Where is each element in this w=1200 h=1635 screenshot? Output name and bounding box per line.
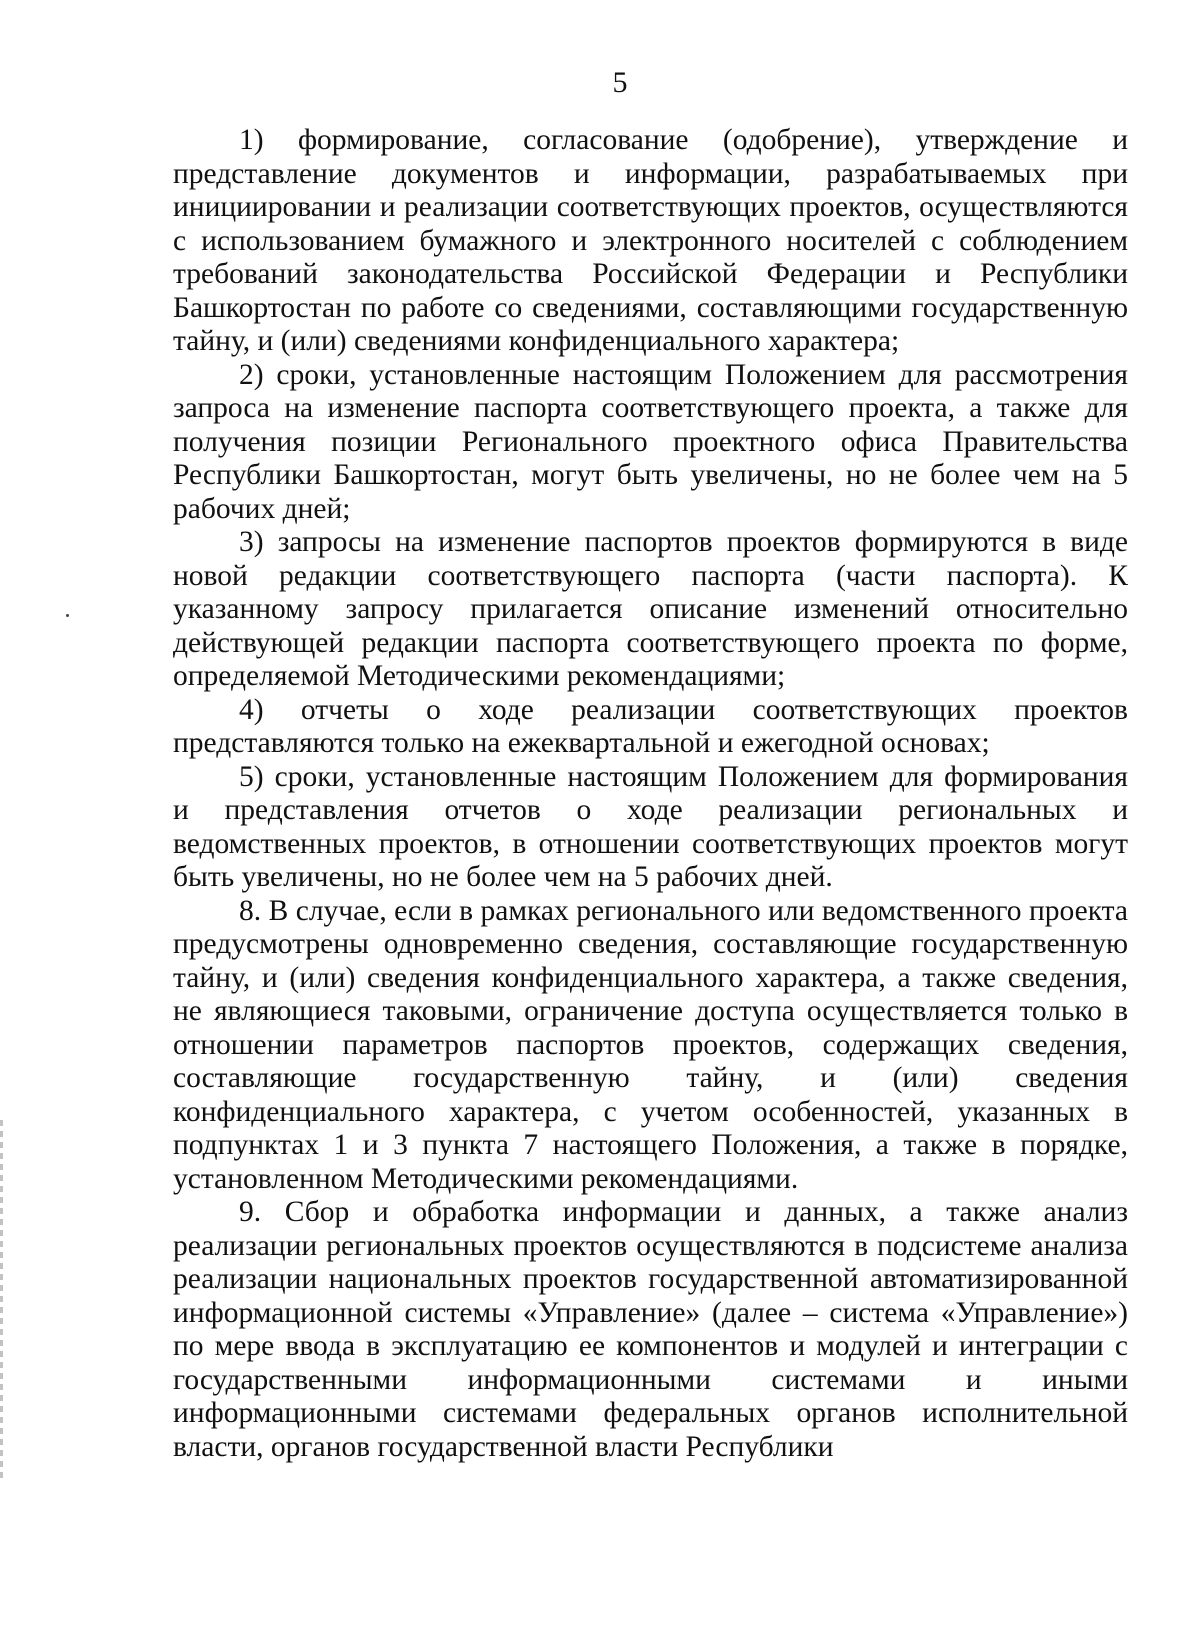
paragraph-subitem-1: 1) формирование, согласование (одобрение), утверждение и представление документов и информации, разрабатываемых при инициировании и реализации соответствующих проектов, осуществляются с использованием бумажного и электронного носителей с соблюдением требований законодательства Российской Федерации и Республики Башкортостан по работе со сведениями, составляющими государственную тайну, и (или) сведениями конфиденциального характера; (173, 124, 1128, 357)
scan-speck (66, 614, 69, 617)
paragraph-subitem-4: 4) отчеты о ходе реализации соответствующих проектов представляются только на ежеквартальной и ежегодной основах; (173, 693, 1128, 759)
document-body (173, 124, 1128, 1464)
paragraph-subitem-3: 3) запросы на изменение паспортов проектов формируются в виде новой редакции соответствующего паспорта (части паспорта). К указанному запросу прилагается описание изменений относительно действующей редакции паспорта соответствующего проекта по форме, определяемой Методическими рекомендациями; (173, 526, 1128, 692)
paragraph-subitem-5: 5) сроки, установленные настоящим Положением для формирования и представления отчетов о ходе реализации региональных и ведомственных проектов, в отношении соответствующих проектов могут быть увеличены, но не более чем на 5 рабочих дней. (173, 760, 1128, 893)
paragraph-subitem-2: 2) сроки, установленные настоящим Положением для рассмотрения запроса на изменение паспорта соответствующего проекта, а также для получения позиции Регионального проектного офиса Правительства Республики Башкортостан, могут быть увеличены, но не более чем на 5 рабочих дней; (173, 358, 1128, 525)
paragraph-clause-9: 9. Сбор и обработка информации и данных, а также анализ реализации региональных проектов осуществляются в подсистеме анализа реализации национальных проектов государственной автоматизированной информационной системы «Управление» (далее – система «Управление») по мере ввода в эксплуатацию ее компонентов и модулей и интеграции с государственными информационными системами и иными информационными системами федеральных органов исполнительной власти, органов государственной власти Республики (173, 1196, 1128, 1463)
paragraph-clause-8: 8. В случае, если в рамках регионального или ведомственного проекта предусмотрены одновременно сведения, составляющие государственную тайну, и (или) сведения конфиденциального характера, а также сведения, не являющиеся таковыми, ограничение доступа осуществляется только в отношении параметров паспортов проектов, содержащих сведения, составляющие государственную тайну, и (или) сведения конфиденциального характера, с учетом особенностей, указанных в подпунктах 1 и 3 пункта 7 настоящего Положения, а также в порядке, установленном Методическими рекомендациями. (173, 894, 1128, 1195)
page-number: 5 (612, 66, 628, 99)
scan-edge-artifact (0, 1120, 3, 1480)
